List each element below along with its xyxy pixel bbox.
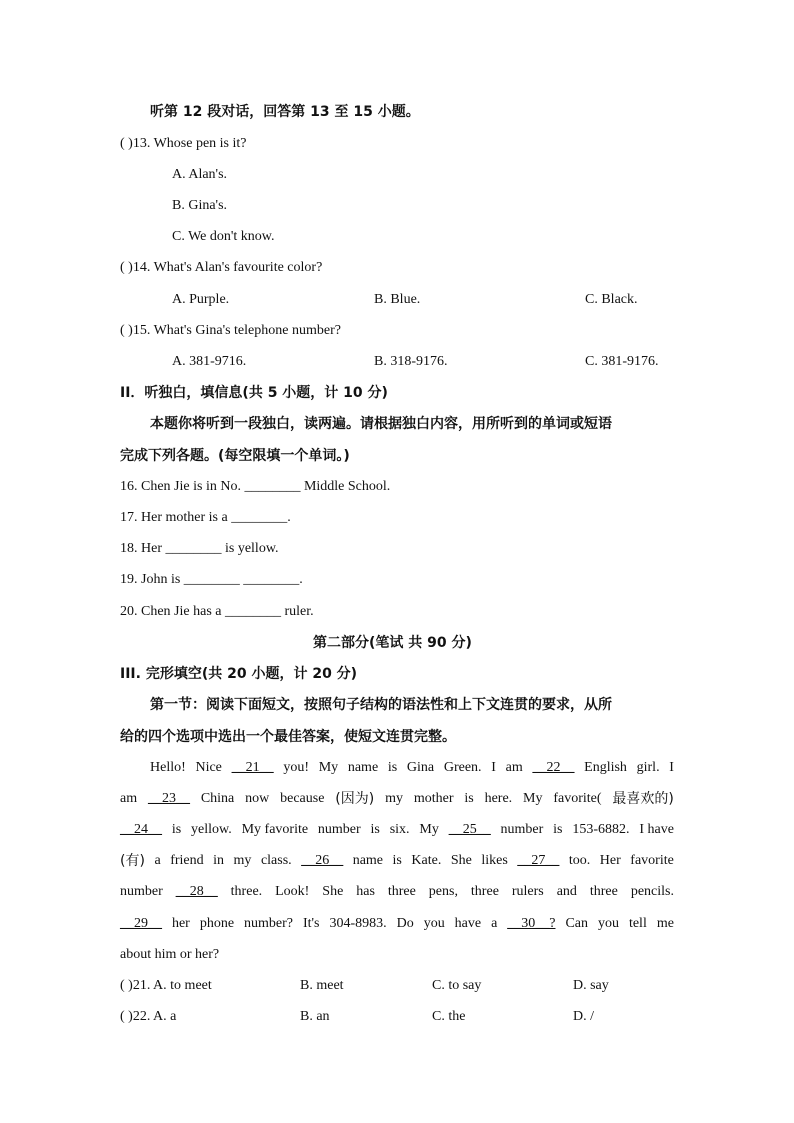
fill-item-20: 20. Chen Jie has a ________ ruler. [120, 604, 314, 619]
option-14b: B. Blue. [374, 292, 421, 307]
option-15a: A. 381-9716. [172, 354, 247, 369]
question-22: ( )22. A. a [120, 1009, 177, 1024]
passage-line-7: about him or her? [120, 947, 220, 962]
section-instruction: 听第 12 段对话，回答第 13 至 15 小题。 [150, 104, 420, 120]
blank-28: __28__ [175, 884, 218, 899]
blank-21: __21__ [231, 760, 274, 775]
passage-line-1: Hello! Nice __21__ you! My name is Gina Green. I am __22__ English girl. I [150, 758, 674, 778]
blank-23: __23__ [147, 791, 190, 806]
section-heading-iii: III. 完形填空(共 20 小题，计 20 分) [120, 666, 358, 682]
option-22d: D. / [573, 1009, 594, 1024]
option-13a: A. Alan's. [172, 167, 228, 182]
option-15b: B. 318-9176. [374, 354, 448, 369]
blank-29: __29__ [120, 916, 162, 931]
option-22c: C. the [432, 1009, 466, 1024]
fill-item-18: 18. Her ________ is yellow. [120, 541, 279, 556]
fill-item-19: 19. John is ________ ________. [120, 572, 303, 587]
blank-25: __25__ [448, 822, 491, 837]
section-heading-ii: II．听独白，填信息(共 5 小题，计 10 分) [120, 385, 388, 401]
option-21b: B. meet [300, 978, 344, 993]
passage-line-2: am __23__ China now because (因为) my mother is here. My favorite( 最喜欢的) [120, 791, 674, 807]
passage-line-6: __29__ her phone number? It's 304-8983. Do you have a __30__? Can you tell me [120, 914, 674, 934]
section-intro-iii-line2: 给的四个选项中选出一个最佳答案，使短文连贯完整。 [120, 729, 456, 745]
blank-30: __30__? [507, 916, 556, 931]
question-13: ( )13. Whose pen is it? [120, 136, 247, 151]
section-intro-ii-line2: 完成下列各题。(每空限填一个单词。) [120, 448, 350, 464]
question-15: ( )15. What's Gina's telephone number? [120, 323, 341, 338]
section-intro-iii-line1: 第一节：阅读下面短文，按照句子结构的语法性和上下文连贯的要求，从所 [150, 697, 612, 713]
option-21c: C. to say [432, 978, 482, 993]
blank-26: __26__ [301, 853, 344, 868]
passage-line-3: __24__ is yellow. My favorite number is six. My __25__ number is 153-6882. I have [120, 820, 674, 840]
section-intro-ii-line1: 本题你将听到一段独白，读两遍。请根据独白内容，用所听到的单词或短语 [150, 416, 612, 432]
option-14a: A. Purple. [172, 292, 230, 307]
option-21d: D. say [573, 978, 609, 993]
written-part-title: 第二部分(笔试 共 90 分) [313, 635, 472, 651]
question-14: ( )14. What's Alan's favourite color? [120, 260, 323, 275]
option-14c: C. Black. [585, 292, 638, 307]
blank-27: __27__ [517, 853, 560, 868]
option-13c: C. We don't know. [172, 229, 275, 244]
fill-item-16: 16. Chen Jie is in No. ________ Middle School. [120, 479, 391, 494]
blank-22: __22__ [532, 760, 575, 775]
passage-line-5: number __28__ three. Look! She has three pens, three rulers and three pencils. [120, 882, 674, 902]
option-15c: C. 381-9176. [585, 354, 659, 369]
option-22b: B. an [300, 1009, 330, 1024]
blank-24: __24__ [120, 822, 162, 837]
passage-line-4: (有) a friend in my class. __26__ name is Kate. She likes __27__ too. Her favorite [120, 853, 674, 869]
fill-item-17: 17. Her mother is a ________. [120, 510, 291, 525]
question-21: ( )21. A. to meet [120, 978, 212, 993]
option-13b: B. Gina's. [172, 198, 228, 213]
